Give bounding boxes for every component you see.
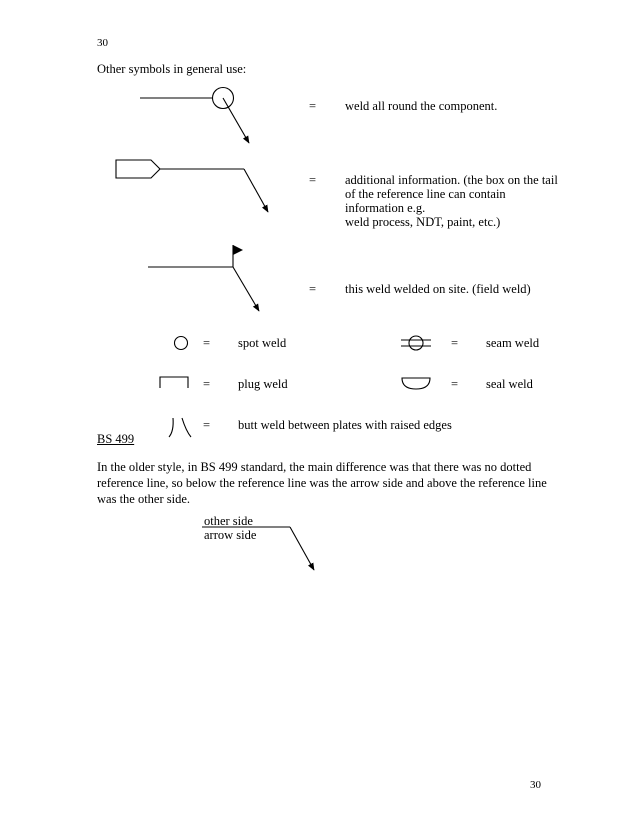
- butt-weld-raised-edges-symbol: [169, 418, 191, 437]
- seal-weld-label: seal weld: [486, 377, 533, 391]
- bs499-paragraph: In the older style, in BS 499 standard, the main difference was that there was no dotted reference line, so below the reference line was the arrow side and above the reference line was the other side.: [97, 460, 547, 506]
- seam-weld-label: seam weld: [486, 336, 540, 350]
- page-number-bottom: 30: [530, 779, 541, 791]
- equals-sign: =: [309, 282, 317, 296]
- spot-weld-label: spot weld: [238, 336, 287, 350]
- equals-sign: =: [203, 418, 211, 432]
- bs499-heading: BS 499: [97, 432, 135, 446]
- equals-sign: =: [451, 377, 459, 391]
- additional-info-desc-line2: of the reference line can contain: [345, 187, 506, 201]
- page-number-top: 30: [97, 37, 108, 49]
- equals-sign: =: [309, 173, 317, 187]
- seam-weld-symbol: [401, 336, 431, 350]
- field-weld-desc: this weld welded on site. (field weld): [345, 282, 531, 296]
- seal-weld-symbol: [402, 378, 430, 389]
- weld-all-round-symbol: [140, 88, 249, 144]
- plug-weld-label: plug weld: [238, 377, 288, 391]
- equals-sign: =: [203, 336, 211, 350]
- weld-all-round-desc: weld all round the component.: [345, 99, 498, 113]
- other-side-label: other side: [204, 514, 253, 528]
- equals-sign: =: [309, 99, 317, 113]
- plug-weld-symbol: [160, 377, 188, 388]
- butt-weld-label: butt weld between plates with raised edges: [238, 418, 452, 432]
- equals-sign: =: [203, 377, 211, 391]
- additional-info-desc-line4: weld process, NDT, paint, etc.): [345, 215, 501, 229]
- additional-info-desc-line1: additional information. (the box on the tail: [345, 173, 558, 187]
- arrow-side-label: arrow side: [204, 528, 257, 542]
- intro-text: Other symbols in general use:: [97, 62, 247, 76]
- additional-info-desc-line3: information e.g.: [345, 201, 426, 215]
- spot-weld-symbol: [175, 337, 188, 350]
- field-weld-flag-symbol: [148, 245, 259, 311]
- equals-sign: =: [451, 336, 459, 350]
- tail-box-symbol: [116, 160, 268, 212]
